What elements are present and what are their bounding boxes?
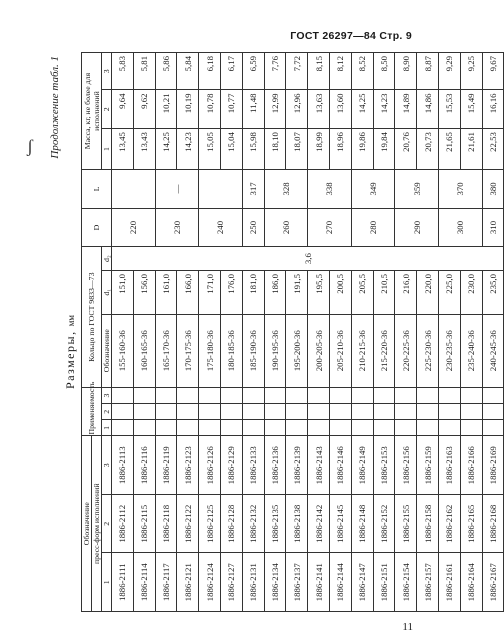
cell-mass-2: 14,86 xyxy=(417,90,439,129)
cell-applicability-1 xyxy=(177,420,199,436)
cell-applicability-3 xyxy=(242,387,264,403)
cell-mass-2: 10,19 xyxy=(177,90,199,129)
table-row xyxy=(220,53,242,612)
cell-designation-1: 1886-2137 xyxy=(286,553,308,612)
table-row xyxy=(351,53,373,612)
cell-designation-3: 1886-2133 xyxy=(242,436,264,495)
cell-d1: 166,0 xyxy=(177,270,199,314)
cell-designation-3: 1886-2153 xyxy=(373,436,395,495)
cell-designation-2: 1886-2132 xyxy=(242,495,264,554)
cell-applicability-1 xyxy=(373,420,395,436)
cell-d1: 176,0 xyxy=(220,270,242,314)
table-row xyxy=(329,53,351,612)
table-title-text: Размеры, xyxy=(63,330,77,389)
cell-designation-2: 1886-2112 xyxy=(112,495,134,554)
cell-mass-3: 6,59 xyxy=(242,53,264,90)
cell-D: 220 xyxy=(112,208,156,247)
cell-D: 230 xyxy=(155,208,199,247)
cell-applicability-3 xyxy=(482,387,504,403)
cell-mass-3: 9,25 xyxy=(460,53,482,90)
cell-mass-2: 14,23 xyxy=(373,90,395,129)
header-appl-2: 2 xyxy=(102,404,112,420)
cell-mass-2: 10,78 xyxy=(199,90,221,129)
cell-ring-designation: 200-205-36 xyxy=(308,314,330,387)
cell-designation-3: 1886-2136 xyxy=(264,436,286,495)
cell-applicability-3 xyxy=(199,387,221,403)
cell-L xyxy=(112,170,156,209)
cell-designation-2: 1886-2148 xyxy=(351,495,373,554)
cell-applicability-1 xyxy=(286,420,308,436)
header-col-3: 3 xyxy=(102,436,112,495)
cell-applicability-1 xyxy=(220,420,242,436)
dimensions-table xyxy=(81,52,504,612)
cell-designation-3: 1886-2159 xyxy=(417,436,439,495)
cell-mass-2: 10,21 xyxy=(155,90,177,129)
table-row xyxy=(112,53,134,612)
cell-applicability-3 xyxy=(351,387,373,403)
cell-mass-1: 15,98 xyxy=(242,129,264,170)
table-body xyxy=(112,53,504,612)
cell-applicability-1 xyxy=(460,420,482,436)
cell-applicability-3 xyxy=(308,387,330,403)
cell-mass-1: 21,61 xyxy=(460,129,482,170)
margin-mark: ʃ xyxy=(27,136,33,156)
cell-applicability-2 xyxy=(133,404,155,420)
cell-designation-1: 1886-2151 xyxy=(373,553,395,612)
cell-designation-1: 1886-2161 xyxy=(438,553,460,612)
cell-applicability-3 xyxy=(286,387,308,403)
cell-mass-3: 6,17 xyxy=(220,53,242,90)
cell-L: 328 xyxy=(264,170,308,209)
cell-ring-designation: 210-215-36 xyxy=(351,314,373,387)
cell-applicability-2 xyxy=(373,404,395,420)
cell-designation-2: 1886-2152 xyxy=(373,495,395,554)
cell-d1: 225,0 xyxy=(438,270,460,314)
cell-ring-designation: 180-185-36 xyxy=(220,314,242,387)
cell-applicability-1 xyxy=(112,420,134,436)
cell-applicability-2 xyxy=(264,404,286,420)
cell-D: 280 xyxy=(351,208,395,247)
cell-mass-2: 12,99 xyxy=(264,90,286,129)
cell-L: 359 xyxy=(395,170,439,209)
cell-D: 300 xyxy=(438,208,482,247)
cell-designation-1: 1886-2134 xyxy=(264,553,286,612)
cell-L xyxy=(199,170,243,209)
cell-applicability-1 xyxy=(308,420,330,436)
cell-applicability-1 xyxy=(417,420,439,436)
table-title-unit: мм xyxy=(66,315,76,327)
cell-designation-3: 1886-2116 xyxy=(133,436,155,495)
cell-d1: 230,0 xyxy=(460,270,482,314)
cell-applicability-1 xyxy=(199,420,221,436)
cell-mass-1: 19,86 xyxy=(351,129,373,170)
table-row xyxy=(133,53,155,612)
cell-applicability-2 xyxy=(112,404,134,420)
header-L: L xyxy=(82,170,112,209)
cell-applicability-2 xyxy=(438,404,460,420)
cell-applicability-3 xyxy=(329,387,351,403)
cell-designation-2: 1886-2155 xyxy=(395,495,417,554)
cell-mass-1: 18,07 xyxy=(286,129,308,170)
table-row xyxy=(373,53,395,612)
cell-d1: 200,5 xyxy=(329,270,351,314)
cell-designation-1: 1886-2147 xyxy=(351,553,373,612)
cell-designation-3: 1886-2126 xyxy=(199,436,221,495)
cell-d1: 205,5 xyxy=(351,270,373,314)
header-D: D xyxy=(82,208,112,247)
cell-applicability-3 xyxy=(264,387,286,403)
cell-mass-1: 13,43 xyxy=(133,129,155,170)
cell-D: 250 xyxy=(242,208,264,247)
header-col-2: 2 xyxy=(102,495,112,554)
cell-L: 317 xyxy=(242,170,264,209)
cell-designation-3: 1886-2113 xyxy=(112,436,134,495)
cell-applicability-1 xyxy=(482,420,504,436)
cell-mass-3: 5,86 xyxy=(155,53,177,90)
cell-applicability-2 xyxy=(286,404,308,420)
cell-mass-2: 9,62 xyxy=(133,90,155,129)
cell-D: 240 xyxy=(199,208,243,247)
cell-d1: 235,0 xyxy=(482,270,504,314)
cell-D: 290 xyxy=(395,208,439,247)
cell-ring-designation: 220-225-36 xyxy=(395,314,417,387)
cell-applicability-2 xyxy=(329,404,351,420)
cell-applicability-2 xyxy=(242,404,264,420)
cell-mass-1: 22,53 xyxy=(482,129,504,170)
header-ring-designation: Обозначение xyxy=(102,314,112,387)
cell-applicability-1 xyxy=(395,420,417,436)
cell-applicability-1 xyxy=(133,420,155,436)
cell-mass-3: 8,90 xyxy=(395,53,417,90)
cell-designation-3: 1886-2143 xyxy=(308,436,330,495)
cell-designation-2: 1886-2135 xyxy=(264,495,286,554)
header-d2: d₂ xyxy=(102,247,112,271)
cell-mass-2: 16,16 xyxy=(482,90,504,129)
cell-designation-1: 1886-2167 xyxy=(482,553,504,612)
cell-mass-1: 14,25 xyxy=(155,129,177,170)
table-row xyxy=(460,53,482,612)
cell-mass-3: 8,87 xyxy=(417,53,439,90)
cell-designation-1: 1886-2164 xyxy=(460,553,482,612)
cell-designation-2: 1886-2125 xyxy=(199,495,221,554)
cell-applicability-2 xyxy=(482,404,504,420)
header-mass-1: 1 xyxy=(102,129,112,170)
cell-mass-3: 9,29 xyxy=(438,53,460,90)
cell-d2: 3,6 xyxy=(112,247,504,271)
cell-ring-designation: 190-195-36 xyxy=(264,314,286,387)
cell-D: 310 xyxy=(482,208,504,247)
cell-mass-1: 13,45 xyxy=(112,129,134,170)
cell-designation-2: 1886-2165 xyxy=(460,495,482,554)
cell-mass-2: 13,63 xyxy=(308,90,330,129)
cell-d1: 151,0 xyxy=(112,270,134,314)
cell-designation-2: 1886-2162 xyxy=(438,495,460,554)
cell-D: 270 xyxy=(308,208,352,247)
cell-designation-3: 1886-2123 xyxy=(177,436,199,495)
header-appl-1: 1 xyxy=(102,420,112,436)
cell-mass-3: 6,18 xyxy=(199,53,221,90)
cell-designation-3: 1886-2163 xyxy=(438,436,460,495)
cell-designation-1: 1886-2127 xyxy=(220,553,242,612)
cell-ring-designation: 155-160-36 xyxy=(112,314,134,387)
cell-applicability-3 xyxy=(460,387,482,403)
cell-ring-designation: 185-190-36 xyxy=(242,314,264,387)
cell-d1: 220,0 xyxy=(417,270,439,314)
cell-mass-2: 14,25 xyxy=(351,90,373,129)
cell-applicability-2 xyxy=(199,404,221,420)
table-row xyxy=(242,53,264,612)
cell-d1: 161,0 xyxy=(155,270,177,314)
cell-mass-3: 7,72 xyxy=(286,53,308,90)
table-row xyxy=(438,53,460,612)
cell-mass-3: 8,50 xyxy=(373,53,395,90)
cell-applicability-3 xyxy=(417,387,439,403)
table-row xyxy=(417,53,439,612)
header-applicability: Применяемость xyxy=(82,387,102,436)
cell-applicability-3 xyxy=(373,387,395,403)
cell-ring-designation: 160-165-36 xyxy=(133,314,155,387)
cell-designation-1: 1886-2121 xyxy=(177,553,199,612)
cell-applicability-1 xyxy=(155,420,177,436)
cell-mass-3: 5,84 xyxy=(177,53,199,90)
cell-ring-designation: 195-200-36 xyxy=(286,314,308,387)
cell-designation-2: 1886-2142 xyxy=(308,495,330,554)
header-mass-2: 2 xyxy=(102,90,112,129)
cell-mass-1: 20,76 xyxy=(395,129,417,170)
cell-applicability-2 xyxy=(155,404,177,420)
cell-mass-2: 9,64 xyxy=(112,90,134,129)
cell-applicability-3 xyxy=(155,387,177,403)
cell-designation-1: 1886-2111 xyxy=(112,553,134,612)
cell-designation-3: 1886-2139 xyxy=(286,436,308,495)
cell-designation-2: 1886-2145 xyxy=(329,495,351,554)
cell-mass-1: 15,05 xyxy=(199,129,221,170)
cell-L: 370 xyxy=(438,170,482,209)
table-row xyxy=(395,53,417,612)
table-row xyxy=(177,53,199,612)
header-mass-3: 3 xyxy=(102,53,112,90)
table-row xyxy=(264,53,286,612)
cell-mass-3: 8,52 xyxy=(351,53,373,90)
cell-mass-3: 5,81 xyxy=(133,53,155,90)
cell-designation-3: 1886-2169 xyxy=(482,436,504,495)
cell-d1: 156,0 xyxy=(133,270,155,314)
cell-designation-1: 1886-2154 xyxy=(395,553,417,612)
cell-mass-1: 18,99 xyxy=(308,129,330,170)
rotated-table-block xyxy=(49,52,498,612)
cell-applicability-2 xyxy=(417,404,439,420)
cell-applicability-1 xyxy=(264,420,286,436)
cell-designation-2: 1886-2138 xyxy=(286,495,308,554)
cell-mass-1: 18,10 xyxy=(264,129,286,170)
cell-mass-1: 21,65 xyxy=(438,129,460,170)
cell-ring-designation: 175-180-36 xyxy=(199,314,221,387)
cell-mass-2: 11,48 xyxy=(242,90,264,129)
page-header: ГОСТ 26297—84 Стр. 9 xyxy=(290,30,412,42)
page-number: 11 xyxy=(402,621,413,633)
cell-mass-3: 9,67 xyxy=(482,53,504,90)
cell-mass-1: 19,84 xyxy=(373,129,395,170)
cell-applicability-2 xyxy=(308,404,330,420)
table-row xyxy=(155,53,177,612)
header-appl-3: 3 xyxy=(102,387,112,403)
cell-D: 260 xyxy=(264,208,308,247)
cell-applicability-3 xyxy=(177,387,199,403)
cell-applicability-1 xyxy=(438,420,460,436)
cell-applicability-3 xyxy=(395,387,417,403)
cell-designation-1: 1886-2131 xyxy=(242,553,264,612)
table-title xyxy=(63,92,78,612)
cell-L: 380 xyxy=(482,170,504,209)
cell-designation-2: 1886-2118 xyxy=(155,495,177,554)
cell-designation-2: 1886-2158 xyxy=(417,495,439,554)
cell-ring-designation: 230-235-36 xyxy=(438,314,460,387)
header-mass: Масса, кг, не более для исполнений xyxy=(82,53,102,170)
cell-ring-designation: 165-170-36 xyxy=(155,314,177,387)
cell-applicability-2 xyxy=(177,404,199,420)
cell-designation-3: 1886-2146 xyxy=(329,436,351,495)
cell-applicability-3 xyxy=(438,387,460,403)
cell-d1: 195,5 xyxy=(308,270,330,314)
cell-L: — xyxy=(155,170,199,209)
cell-designation-2: 1886-2168 xyxy=(482,495,504,554)
cell-ring-designation: 240-245-36 xyxy=(482,314,504,387)
cell-mass-1: 15,04 xyxy=(220,129,242,170)
cell-mass-3: 8,15 xyxy=(308,53,330,90)
cell-ring-designation: 215-220-36 xyxy=(373,314,395,387)
cell-applicability-2 xyxy=(395,404,417,420)
header-press-forms: пресс-форм исполнений xyxy=(92,436,102,612)
cell-applicability-3 xyxy=(133,387,155,403)
cell-ring-designation: 225-230-36 xyxy=(417,314,439,387)
cell-ring-designation: 205-210-36 xyxy=(329,314,351,387)
cell-d1: 181,0 xyxy=(242,270,264,314)
table-continuation-label: Продолжение табл. 1 xyxy=(49,56,61,159)
header-col-1: 1 xyxy=(102,553,112,612)
cell-applicability-2 xyxy=(351,404,373,420)
cell-mass-1: 14,23 xyxy=(177,129,199,170)
cell-d1: 171,0 xyxy=(199,270,221,314)
cell-applicability-3 xyxy=(220,387,242,403)
cell-designation-3: 1886-2166 xyxy=(460,436,482,495)
cell-d1: 186,0 xyxy=(264,270,286,314)
cell-designation-3: 1886-2129 xyxy=(220,436,242,495)
cell-mass-2: 15,53 xyxy=(438,90,460,129)
header-ring: Кольцо по ГОСТ 9833—73 xyxy=(82,247,102,388)
cell-mass-2: 15,49 xyxy=(460,90,482,129)
table-row xyxy=(308,53,330,612)
cell-designation-3: 1886-2149 xyxy=(351,436,373,495)
cell-mass-2: 10,77 xyxy=(220,90,242,129)
table-row xyxy=(286,53,308,612)
cell-L: 338 xyxy=(308,170,352,209)
cell-mass-2: 13,60 xyxy=(329,90,351,129)
cell-applicability-1 xyxy=(242,420,264,436)
cell-mass-1: 20,73 xyxy=(417,129,439,170)
cell-mass-1: 18,96 xyxy=(329,129,351,170)
cell-designation-1: 1886-2141 xyxy=(308,553,330,612)
cell-applicability-3 xyxy=(112,387,134,403)
cell-applicability-1 xyxy=(329,420,351,436)
cell-ring-designation: 170-175-36 xyxy=(177,314,199,387)
header-designation: Обозначение xyxy=(82,436,92,612)
cell-designation-1: 1886-2157 xyxy=(417,553,439,612)
cell-designation-3: 1886-2119 xyxy=(155,436,177,495)
cell-applicability-1 xyxy=(351,420,373,436)
cell-designation-2: 1886-2115 xyxy=(133,495,155,554)
cell-d1: 191,5 xyxy=(286,270,308,314)
cell-designation-1: 1886-2124 xyxy=(199,553,221,612)
cell-designation-1: 1886-2117 xyxy=(155,553,177,612)
cell-L: 349 xyxy=(351,170,395,209)
cell-designation-3: 1886-2156 xyxy=(395,436,417,495)
cell-d1: 216,0 xyxy=(395,270,417,314)
cell-mass-3: 8,12 xyxy=(329,53,351,90)
cell-mass-3: 7,76 xyxy=(264,53,286,90)
table-row xyxy=(199,53,221,612)
cell-mass-2: 12,96 xyxy=(286,90,308,129)
cell-applicability-2 xyxy=(220,404,242,420)
cell-mass-2: 14,89 xyxy=(395,90,417,129)
cell-mass-3: 5,83 xyxy=(112,53,134,90)
table-row xyxy=(482,53,504,612)
cell-designation-1: 1886-2144 xyxy=(329,553,351,612)
cell-d1: 210,5 xyxy=(373,270,395,314)
header-d1: d₁ xyxy=(102,270,112,314)
cell-designation-2: 1886-2128 xyxy=(220,495,242,554)
cell-applicability-2 xyxy=(460,404,482,420)
cell-designation-1: 1886-2114 xyxy=(133,553,155,612)
cell-designation-2: 1886-2122 xyxy=(177,495,199,554)
cell-ring-designation: 235-240-36 xyxy=(460,314,482,387)
